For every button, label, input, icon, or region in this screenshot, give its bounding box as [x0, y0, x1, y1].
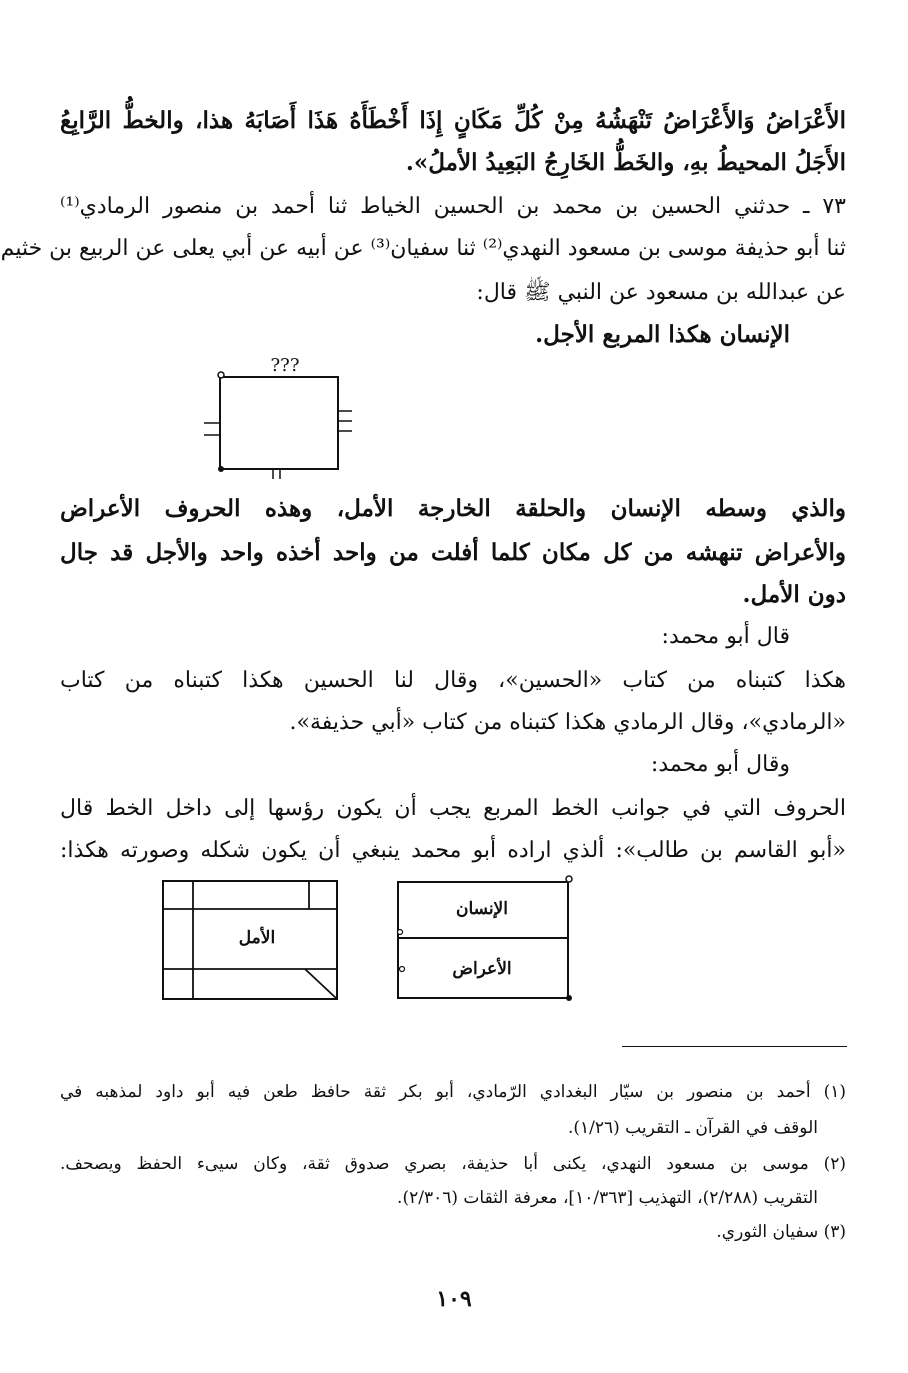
footnote-2-line-2: التقريب (٢/٢٨٨)، التهذيب [١٠/٣٦٣]، معرفة الثقات (٢/٣٠٦). [397, 1188, 818, 1208]
square-diagram [190, 355, 370, 480]
amal-label: الأمل [238, 928, 276, 948]
hadith-73-line-2: ثنا أبو حذيفة موسى بن مسعود النهدي⁽²⁾ ثنا سفيان⁽³⁾ عن أبيه عن أبي يعلى عن الربيع بن خثيم [0, 236, 846, 261]
text-line-12: «الرمادي»، وقال الرمادي هكذا كتبناه من كتاب «أبي حذيفة». [289, 710, 846, 735]
footnote-3: (٣) سفيان الثوري. [716, 1222, 846, 1242]
text-line-9: دون الأمل. [742, 581, 846, 608]
hadith-73-line-1: ٧٣ ـ حدثني الحسين بن محمد بن الحسين الخياط ثنا أحمد بن منصور الرمادي⁽¹⁾ [60, 194, 846, 219]
amal-diagram [155, 875, 355, 1005]
said-abu-muhammad-1: قال أبو محمد: [661, 624, 790, 649]
footnote-1-line-2: الوقف في القرآن ـ التقريب (١/٢٦). [567, 1118, 818, 1138]
diagram-marks: ??? [270, 355, 300, 376]
text-line-15: «أبو القاسم بن طالب»: ألذي اراده أبو محمد ينبغي أن يكون شكله وصورته هكذا: [60, 838, 846, 863]
said-abu-muhammad-2: وقال أبو محمد: [650, 752, 790, 777]
hadith-73-line-3: عن عبدالله بن مسعود عن النبي ﷺ قال: [476, 280, 846, 305]
footnote-2-line-1: (٢) موسى بن مسعود النهدي، يكنى أبا حذيفة، بصري صدوق ثقة، وكان سيىء الحفظ ويصحف. [60, 1154, 846, 1174]
text-line-11: هكذا كتبناه من كتاب «الحسين»، وقال لنا الحسين هكذا كتبناه من كتاب [60, 668, 846, 693]
text-line-14: الحروف التي في جوانب الخط المربع يجب أن يكون رؤسها إلى داخل الخط قال [60, 796, 846, 821]
page-number: ١٠٩ [436, 1286, 472, 1312]
arad-label: الأعراض [452, 959, 512, 979]
text-line-1: الأَعْرَاضُ وَالأَعْرَاضُ تَنْهَشُهُ مِنْ كُلِّ مَكَانٍ إِذَا أَخْطَأَهُ هَذَا أَصَابَهُ هذا، والخطُّ الرَّابِعُ [60, 107, 846, 134]
footnote-1-line-1: (١) أحمد بن منصور بن سيّار البغدادي الرّمادي، أبو بكر ثقة حافظ طعن فيه أبو داود لمذهبه في [60, 1082, 846, 1102]
hadith-statement: الإنسان هكذا المربع الأجل. [535, 321, 790, 348]
insan-label: الإنسان [456, 899, 508, 919]
text-line-2: الأَجَلُ المحيطُ بهِ، والخَطُّ الخَارِجُ البَعِيدُ الأملُ». [405, 149, 846, 176]
text-line-7: والذي وسطه الإنسان والحلقة الخارجة الأمل، وهذه الحروف الأعراض [60, 495, 846, 522]
text-line-8: والأعراض تنهشه من كل مكان كلما أفلت من واحد أخذه واحد والأجل قد جال [60, 539, 846, 566]
insan-arad-diagram [390, 870, 580, 1005]
footnote-separator [622, 1046, 847, 1047]
